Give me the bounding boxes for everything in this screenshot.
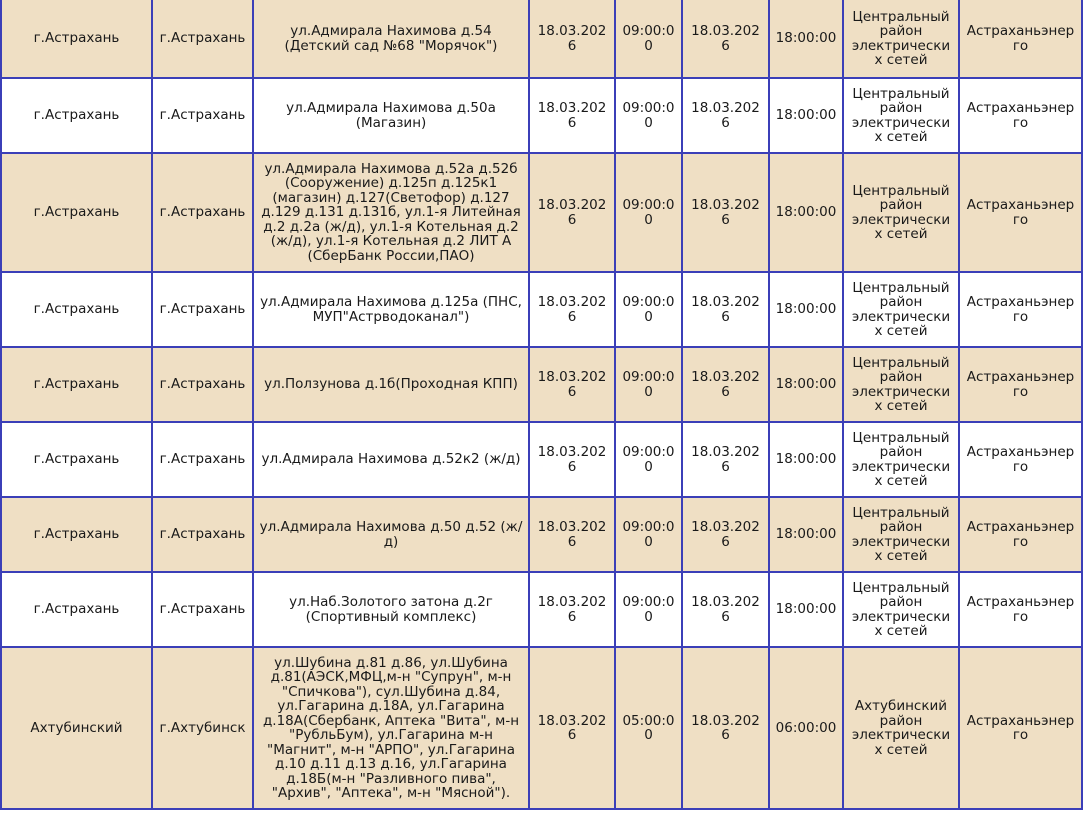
table-row (1, 272, 1082, 347)
network-district-cell: Центральный район электрических сетей (843, 153, 959, 272)
table-row (1, 153, 1082, 272)
organization-cell: Астраханьэнерго (959, 153, 1082, 272)
table-row (1, 572, 1082, 647)
start-date-cell: 18.03.2026 (529, 0, 615, 78)
start-time-cell: 09:00:00 (615, 347, 682, 422)
address-cell: ул.Адмирала Нахимова д.50а (Магазин) (253, 78, 529, 153)
address-cell: ул.Ползунова д.1б(Проходная КПП) (253, 347, 529, 422)
organization-cell: Астраханьэнерго (959, 497, 1082, 572)
organization-cell: Астраханьэнерго (959, 0, 1082, 78)
start-time-cell: 05:00:00 (615, 647, 682, 809)
table-row (1, 0, 1082, 78)
end-date-cell: 18.03.2026 (682, 153, 769, 272)
district-cell: г.Астрахань (1, 272, 152, 347)
start-date-cell: 18.03.2026 (529, 347, 615, 422)
district-cell: г.Астрахань (1, 153, 152, 272)
organization-cell: Астраханьэнерго (959, 347, 1082, 422)
table-row (1, 78, 1082, 153)
organization-cell: Астраханьэнерго (959, 572, 1082, 647)
start-time-cell: 09:00:00 (615, 272, 682, 347)
address-cell: ул.Наб.Золотого затона д.2г (Спортивный комплекс) (253, 572, 529, 647)
table-row (1, 422, 1082, 497)
network-district-cell: Центральный район электрических сетей (843, 572, 959, 647)
start-date-cell: 18.03.2026 (529, 272, 615, 347)
district-cell: г.Астрахань (1, 422, 152, 497)
address-cell: ул.Адмирала Нахимова д.54 (Детский сад №68 "Морячок") (253, 0, 529, 78)
address-cell: ул.Адмирала Нахимова д.50 д.52 (ж/д) (253, 497, 529, 572)
address-cell: ул.Адмирала Нахимова д.52к2 (ж/д) (253, 422, 529, 497)
locality-cell: г.Астрахань (152, 78, 253, 153)
end-time-cell: 18:00:00 (769, 272, 843, 347)
district-cell: г.Астрахань (1, 78, 152, 153)
end-time-cell: 18:00:00 (769, 0, 843, 78)
table-row (1, 647, 1082, 809)
end-date-cell: 18.03.2026 (682, 572, 769, 647)
locality-cell: г.Астрахань (152, 153, 253, 272)
end-time-cell: 18:00:00 (769, 153, 843, 272)
locality-cell: г.Астрахань (152, 272, 253, 347)
district-cell: г.Астрахань (1, 347, 152, 422)
network-district-cell: Центральный район электрических сетей (843, 0, 959, 78)
locality-cell: г.Астрахань (152, 0, 253, 78)
end-time-cell: 18:00:00 (769, 497, 843, 572)
start-date-cell: 18.03.2026 (529, 153, 615, 272)
start-time-cell: 09:00:00 (615, 78, 682, 153)
network-district-cell: Центральный район электрических сетей (843, 497, 959, 572)
start-time-cell: 09:00:00 (615, 0, 682, 78)
end-date-cell: 18.03.2026 (682, 497, 769, 572)
address-cell: ул.Шубина д.81 д.86, ул.Шубина д.81(АЭСК,МФЦ,м-н "Супрун", м-н "Спичкова"), сул.Шубина д.84, ул.Гагарина д.18А, ул.Гагарина д.18А(Сбербанк, Аптека "Вита", м-н "РубльБум), ул.Гагарина м-н "Магнит", м-н "АРПО", ул.Гагарина д.10 д.11 д.13 д.16, ул.Гагарина д.18Б(м-н "Разливного пива", "Архив", "Аптека", м-н "Мясной"). (253, 647, 529, 809)
organization-cell: Астраханьэнерго (959, 272, 1082, 347)
end-date-cell: 18.03.2026 (682, 0, 769, 78)
district-cell: г.Астрахань (1, 0, 152, 78)
start-date-cell: 18.03.2026 (529, 78, 615, 153)
network-district-cell: Центральный район электрических сетей (843, 422, 959, 497)
end-time-cell: 18:00:00 (769, 78, 843, 153)
start-date-cell: 18.03.2026 (529, 497, 615, 572)
district-cell: г.Астрахань (1, 497, 152, 572)
end-date-cell: 18.03.2026 (682, 347, 769, 422)
start-time-cell: 09:00:00 (615, 572, 682, 647)
network-district-cell: Центральный район электрических сетей (843, 347, 959, 422)
locality-cell: г.Астрахань (152, 347, 253, 422)
start-date-cell: 18.03.2026 (529, 422, 615, 497)
table-row (1, 347, 1082, 422)
end-date-cell: 18.03.2026 (682, 78, 769, 153)
end-date-cell: 18.03.2026 (682, 422, 769, 497)
locality-cell: г.Ахтубинск (152, 647, 253, 809)
network-district-cell: Центральный район электрических сетей (843, 78, 959, 153)
end-time-cell: 18:00:00 (769, 422, 843, 497)
address-cell: ул.Адмирала Нахимова д.52а д.52б (Сооружение) д.125п д.125к1 (магазин) д.127(Светофор) д.127 д.129 д.131 д.131б, ул.1-я Литейная д.2 д.2а (ж/д), ул.1-я Котельная д.2 (ж/д), ул.1-я Котельная д.2 ЛИТ А (СберБанк России,ПАО) (253, 153, 529, 272)
locality-cell: г.Астрахань (152, 422, 253, 497)
organization-cell: Астраханьэнерго (959, 647, 1082, 809)
district-cell: Ахтубинский (1, 647, 152, 809)
organization-cell: Астраханьэнерго (959, 78, 1082, 153)
start-time-cell: 09:00:00 (615, 497, 682, 572)
organization-cell: Астраханьэнерго (959, 422, 1082, 497)
address-cell: ул.Адмирала Нахимова д.125а (ПНС, МУП"Астрводоканал") (253, 272, 529, 347)
start-date-cell: 18.03.2026 (529, 572, 615, 647)
end-time-cell: 18:00:00 (769, 347, 843, 422)
end-time-cell: 18:00:00 (769, 572, 843, 647)
start-time-cell: 09:00:00 (615, 153, 682, 272)
network-district-cell: Ахтубинский район электрических сетей (843, 647, 959, 809)
table-row (1, 497, 1082, 572)
district-cell: г.Астрахань (1, 572, 152, 647)
network-district-cell: Центральный район электрических сетей (843, 272, 959, 347)
end-date-cell: 18.03.2026 (682, 272, 769, 347)
locality-cell: г.Астрахань (152, 497, 253, 572)
start-date-cell: 18.03.2026 (529, 647, 615, 809)
locality-cell: г.Астрахань (152, 572, 253, 647)
start-time-cell: 09:00:00 (615, 422, 682, 497)
end-date-cell: 18.03.2026 (682, 647, 769, 809)
end-time-cell: 06:00:00 (769, 647, 843, 809)
